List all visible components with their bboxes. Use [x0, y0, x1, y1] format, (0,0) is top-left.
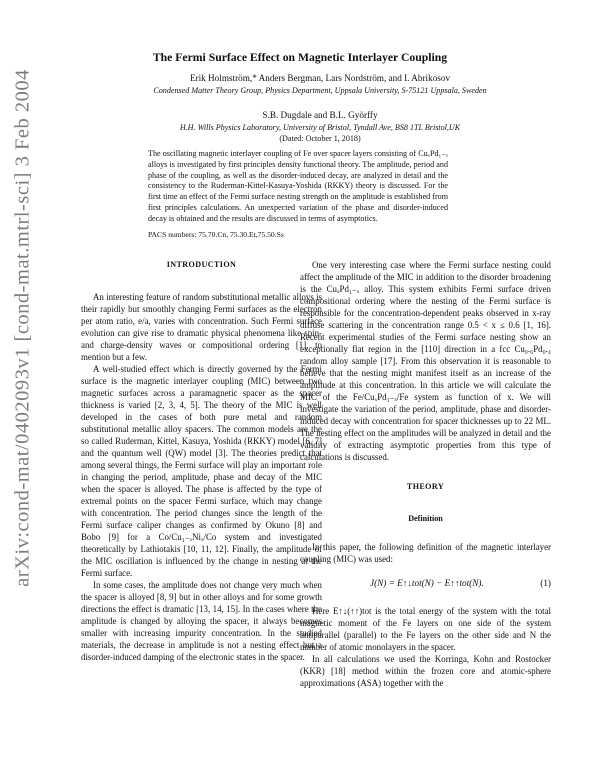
authors-line-1: Erik Holmström,* Anders Bergman, Lars Nordström, and I. Abrikosov: [189, 73, 451, 83]
paper-title: The Fermi Surface Effect on Magnetic Interlayer Coupling: [152, 51, 448, 64]
body-paragraph: An interesting feature of random substitutional metallic alloys is their rapidly but smoothly changing Fermi surfaces as the electron per atom ratio, e/a, varies with concentration. Such Fermi surface evolution can give rise to dramatic physical phenomena like spin- and charge-density waves or compositional ordering [1], to mention but a few.: [81, 292, 322, 362]
right-column: [300, 259, 551, 689]
body-paragraph: In this paper, the following definition of the magnetic interlayer coupling (MIC) was used:: [300, 542, 551, 564]
arxiv-sidebar-stamp: [8, 28, 38, 628]
section-heading-introduction: INTRODUCTION: [166, 260, 237, 269]
abstract: The oscillating magnetic interlayer coupling of Fe over spacer layers consisting of CuₓPd₁₋ₓ alloys is investigated by first principles density functional theory. The amplitude, period and phase of the coupling, as well as the disorder-induced decay, are analyzed in detail and the consistency to the Ruderman-Kittel-Kasuya-Yoshida (RKKY) theory is discussed. For the first time an effect of the Fermi surface nesting strength on the amplitude is established from first principles calculations. An unexpected variation of the phase and disorder-induced decay is obtained and the results are discussed in terms of asymptotics.: [148, 149, 448, 223]
authors-line-2: S.B. Dugdale and B.L. Györffy: [262, 110, 378, 120]
equation-1: [300, 575, 551, 597]
arxiv-identifier: arXiv:cond-mat/0402093v1 [cond-mat.mtrl-sci] 3 Feb 2004: [11, 69, 34, 587]
body-paragraph: In some cases, the amplitude does not change very much when the spacer is alloyed [8, 9] but in other alloys and for some growth directions the effect is dramatic [13, 14, 15]. In the cases where the amplitude is changed by alloying the spacer, it always becomes smaller with increasing impurity concentration. In the studied materials, the decrease in amplitude is not a nesting effect but a disorder-induced damping of the electronic states in the spacer.: [81, 580, 322, 662]
body-paragraph: A well-studied effect which is directly governed by the Fermi surface is the magnetic interlayer coupling (MIC) between two magnetic surfaces across a paramagnetic spacer as the spacer thickness is varied [2, 3, 4, 5]. The theory of the MIC is well developed in the cases of both pure metal and random substitutional metallic alloy spacers. The common models are the so called Ruderman, Kittel, Kasuya, Yoshida (RKKY) model [6, 7] and the quantum well (QW) model [3]. The theories predict that among several things, the Fermi surface will play an important role in changing the period, amplitude, phase and decay of the MIC when the spacer is alloyed. The phase is affected by the type of extremal points on the spacer Fermi surface, which may change with concentration. The period changes since the length of the Fermi surface caliper changes as confirmed by Okuno [8] and Bobo [9] for a Co/Cu₁₋ₓNiₓ/Co system and investigated theoretically by Lathiotakis [10, 11, 12]. Finally, the amplitude of the MIC oscillation is influenced by the change in nesting at the Fermi surface.: [81, 364, 322, 578]
body-paragraph: In all calculations we used the Korringa, Kohn and Rostocker (KKR) [18] method within the frozen core and atomic-sphere approximations (ASA) together with the: [300, 654, 551, 688]
affiliation-1: Condensed Matter Theory Group, Physics Department, Uppsala University, S-75121 Uppsala, Sweden: [153, 86, 487, 95]
body-paragraph: Here E↑↓(↑↑)tot is the total energy of the system with the total magnetic moment of the Fe layers on one side of the system antiparallel (parallel) to the Fe layers on the other side and N the number of atomic monolayers in the spacer.: [300, 606, 551, 652]
pacs-numbers: PACS numbers: 75.70.Cn, 75.30.Et,75.50.Ss: [148, 230, 284, 239]
date-line: (Dated: October 1, 2018): [279, 134, 361, 143]
equation-body: J(N) = E↑↓tot(N) − E↑↑tot(N).: [370, 578, 484, 588]
subsection-heading-definition: Definition: [408, 514, 443, 523]
body-paragraph: One very interesting case where the Fermi surface nesting could affect the amplitude of the MIC in addition to the disorder broadening is the CuₓPd₁₋ₓ alloy. This system exhibits Fermi surface driven compositional ordering where the nesting of the Fermi surface is responsible for the concentration-dependent peaks observed in x-ray diffuse scattering in the concentration range 0.5 < x ≤ 0.6 [1, 16]. Recent experimental studies of the Fermi surface nesting show an exceptionally flat region in the [110] direction in a fcc Cu₀.₆Pd₀.₄ random alloy sample [17]. From this observation it is reasonable to believe that the nesting might manifest itself as an increase of the amplitude at this concentration. In this article we will calculate the MIC of the Fe/CuₓPd₁₋ₓ/Fe system as function of x. We will investigate the variation of the period, amplitude, phase and disorder-induced decay with concentration for spacer thicknesses up to 22 ML. The nesting effect on the amplitudes will be analyzed in detail and the validity of extracting asymptotic properties from this type of calculations is discussed.: [300, 260, 551, 462]
left-column: [81, 259, 322, 663]
equation-number: (1): [540, 578, 551, 588]
affiliation-2: H.H. Wills Physics Laboratory, University of Bristol, Tyndall Ave, BS8 1TL Bristol,UK: [179, 123, 461, 132]
section-heading-theory: THEORY: [406, 482, 445, 491]
